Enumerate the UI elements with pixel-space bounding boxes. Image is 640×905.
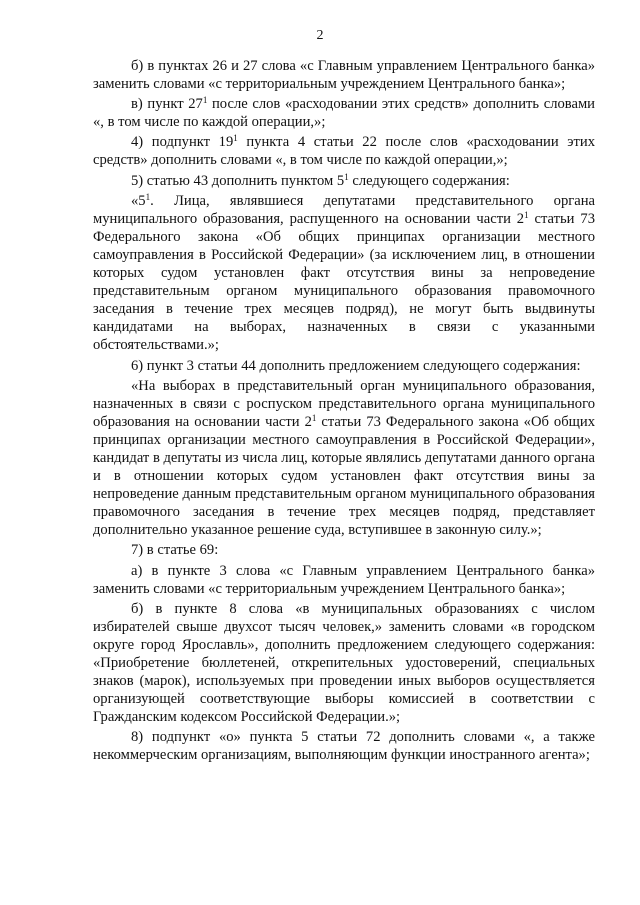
- paragraph-p8: 7) в статье 69:: [131, 542, 219, 559]
- page-number: 2: [316, 28, 324, 43]
- paragraph-p10: б) в пункте 8 слова «в муниципальных образованиях с числом избирателей свыше двухсот тысяч человек,» заменить словами «в городском округе город Ярославль», дополнить предложением следующего содержания: «Приобретение бюллетеней, открепительных удостоверений, специальных знаков (марок), используемых при проведении иных выборов осуществляется организующей соответствующие выборы комиссией в соответствии с Гражданским кодексом Российской Федерации.»;: [93, 600, 595, 726]
- paragraph-p4: 5) статью 43 дополнить пунктом $5^1$ следующего содержания:: [131, 171, 510, 189]
- document-body: [93, 57, 595, 765]
- superscript: 1: [311, 412, 317, 423]
- paragraph-p2: в) пункт $27^1$ после слов «расходовании этих средств» дополнить словами «, в том числе по каждой операции,»;: [93, 95, 595, 131]
- paragraph-p1: б) в пунктах 26 и 27 слова «с Главным управлением Центрального банка» заменить словами «с территориальным учреждением Центрального банка»;: [93, 58, 595, 93]
- superscript: 1: [524, 209, 529, 220]
- paragraph-p11: 8) подпункт «о» пункта 5 статьи 72 дополнить словами «, а также некоммерческим организациям, выполняющим функции иностранного агента»;: [93, 729, 595, 764]
- superscript: 1: [233, 133, 238, 144]
- superscript: 1: [202, 95, 208, 106]
- superscript: 1: [145, 191, 151, 202]
- paragraph-p6: 6) пункт 3 статьи 44 дополнить предложением следующего содержания:: [131, 357, 581, 374]
- superscript: 1: [344, 171, 349, 182]
- paragraph-p5: «$5^1$. Лица, являвшиеся депутатами представительного органа муниципального образования, распущенного на основании части $2^1$ статьи 73 Федерального закона «Об общих принципах организации местного самоуправления в Российской Федерации» (за исключением лиц, в отношении которых судом установлен факт отсутствия вины за непроведение представительным органом муниципального образования правомочного заседания в течение трех месяцев подряд), не могут быть выдвинуты кандидатами на выборах, назначенных в связи с указанными обстоятельствами.»;: [93, 191, 595, 354]
- paragraph-p7: «На выборах в представительный орган муниципального образования, назначенных в связи с роспуском представительного органа муниципального образования на основании части $2^1$ статьи 73 Федерального закона «Об общих принципах организации местного самоуправления в Российской Федерации», кандидат в депутаты из числа лиц, которые являлись депутатами данного органа и в отношении которых судом установлен факт отсутствия вины за непроведение данным представительным органом муниципального образования правомочного заседания в течение трех месяцев подряд, представляет дополнительно указанное решение суда, вступившее в законную силу.»;: [93, 377, 596, 539]
- paragraph-p9: а) в пункте 3 слова «с Главным управлением Центрального банка» заменить словами «с территориальным учреждением Центрального банка»;: [93, 562, 595, 597]
- paragraph-p3: 4) подпункт $19^1$ пункта 4 статьи 22 после слов «расходовании этих средств» дополнить словами «, в том числе по каждой операции,»;: [93, 133, 595, 169]
